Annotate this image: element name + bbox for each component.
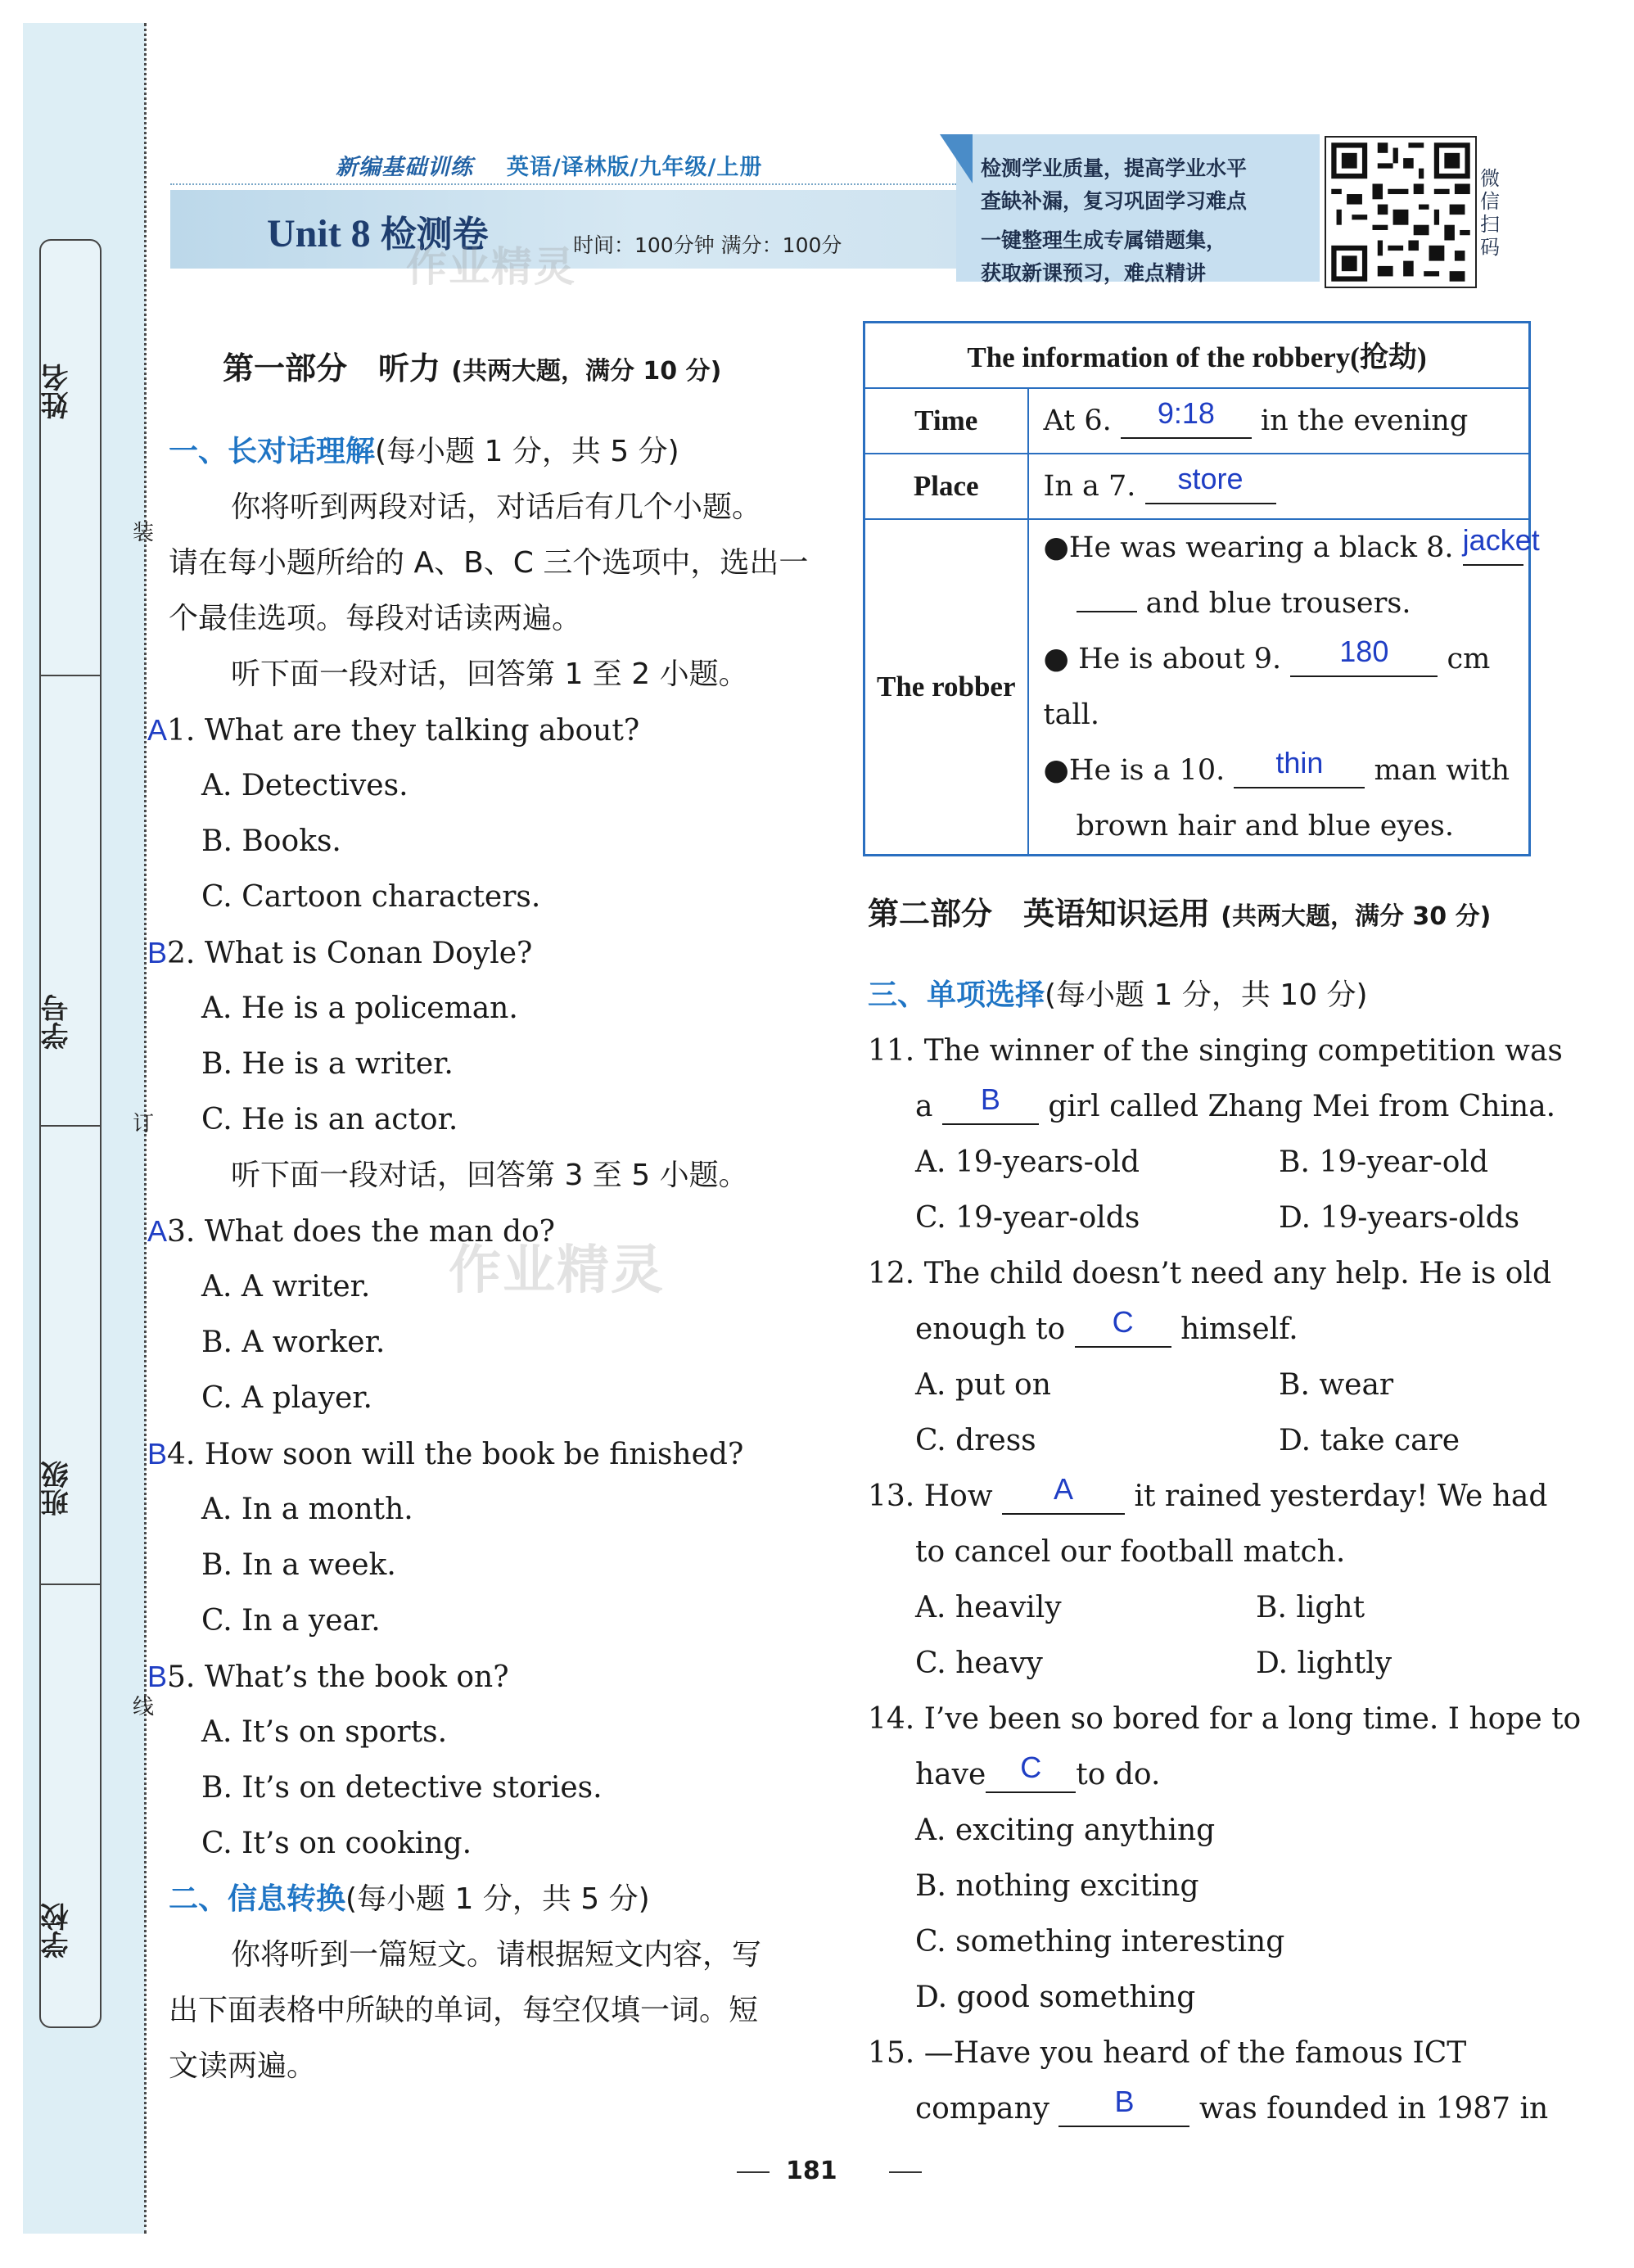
blank-6[interactable] <box>1121 395 1252 439</box>
option: C. heavy <box>915 1647 1043 1680</box>
option: C. A player. <box>201 1381 372 1415</box>
option: D. lightly <box>1256 1647 1393 1680</box>
answer-3: A <box>147 1214 168 1248</box>
answer-2: B <box>147 936 168 969</box>
question-13 <box>868 1472 1548 1515</box>
blank-10[interactable] <box>1234 745 1365 788</box>
unit-title-zh: 检测卷 <box>380 214 489 255</box>
question-text: What does the man do? <box>204 1215 555 1249</box>
option: C. Cartoon characters. <box>201 880 541 914</box>
qr-label-char: 扫 <box>1480 213 1500 236</box>
question-14-line2 <box>915 1751 1161 1793</box>
section2-heading <box>169 1882 650 1918</box>
robber-item-8 <box>1043 520 1540 576</box>
question-1 <box>147 712 639 749</box>
question-number: 5. <box>167 1660 196 1694</box>
promo-line-2: 查缺补漏，复习巩固学习难点 <box>981 189 1248 213</box>
section1-instruction: 个最佳选项。每段对话读两遍。 <box>169 602 582 635</box>
part2-note: (共两大题，满分 30 分) <box>1221 902 1492 931</box>
section2-instruction: 文读两遍。 <box>169 2049 317 2083</box>
answer-14: C <box>1020 1751 1042 1784</box>
robber-9-suffix2: tall. <box>1043 698 1099 731</box>
robber-10-prefix: He is a 10. <box>1068 753 1226 787</box>
cut-mark-zhuang: 装 <box>133 521 155 545</box>
robbery-info-table <box>863 321 1540 856</box>
watermark: 作业精灵 <box>449 1240 665 1301</box>
section1-note: (每小题 1 分，共 5 分) <box>375 435 679 468</box>
page-number: 181 <box>786 2157 837 2185</box>
question-number: 3. <box>167 1215 196 1249</box>
option: B. 19-year-old <box>1279 1145 1489 1179</box>
option: D. good something <box>915 1981 1196 2014</box>
answer-1: A <box>147 713 168 747</box>
section2-instruction: 出下面表格中所缺的单词，每空仅填一词。短 <box>169 1994 759 2027</box>
promo-line-4: 获取新课预习，难点精讲 <box>981 261 1207 285</box>
option: D. 19-years-olds <box>1279 1201 1520 1235</box>
section3-note: (每小题 1 分，共 10 分) <box>1045 978 1368 1012</box>
question-text: What’s the book on? <box>204 1660 509 1694</box>
robber-8-suffix: and blue trousers. <box>1145 586 1411 620</box>
option: A. It’s on sports. <box>201 1715 448 1749</box>
book-series-line <box>336 149 762 181</box>
info-divider <box>41 675 100 676</box>
question-14-post: to do. <box>1076 1758 1161 1791</box>
qr-label-char: 码 <box>1480 236 1500 259</box>
option: C. In a year. <box>201 1604 381 1638</box>
question-number: 1. <box>167 714 196 748</box>
question-text: What is Conan Doyle? <box>204 937 533 970</box>
answer-15: B <box>1114 2085 1135 2118</box>
option: B. nothing exciting <box>915 1869 1199 1903</box>
answer-5: B <box>147 1660 168 1693</box>
option: A. 19-years-old <box>915 1145 1140 1179</box>
option: B. In a week. <box>201 1548 396 1582</box>
option: A. exciting anything <box>915 1814 1216 1847</box>
place-prefix: In a 7. <box>1043 469 1136 503</box>
question-15-line2 <box>915 2085 1549 2127</box>
answer-7: store <box>1177 461 1244 495</box>
time-label: Time <box>864 388 1028 454</box>
question-11-line2 <box>915 1082 1556 1125</box>
info-divider <box>41 1584 100 1585</box>
robber-item-10 <box>1044 743 1529 798</box>
question-text: What are they talking about? <box>204 714 640 748</box>
part1-note: (共两大题，满分 10 分) <box>451 357 722 386</box>
time-score-info: 时间：100分钟 满分：100分 <box>573 233 842 257</box>
option: B. wear <box>1279 1368 1394 1402</box>
promo-line-1: 检测学业质量，提高学业水平 <box>981 156 1248 180</box>
option: C. dress <box>915 1424 1036 1457</box>
option: B. light <box>1256 1591 1365 1624</box>
unit-title-en: Unit 8 <box>267 212 371 255</box>
blank-12[interactable] <box>1075 1305 1171 1348</box>
robber-8-prefix: He was wearing a black 8. <box>1068 531 1454 564</box>
answer-6: 9:18 <box>1157 395 1215 430</box>
robber-9-suffix: cm <box>1447 642 1491 675</box>
option: A. Detectives. <box>201 769 408 802</box>
option: A. A writer. <box>201 1270 371 1303</box>
info-divider <box>41 1125 100 1127</box>
option: C. He is an actor. <box>201 1103 458 1136</box>
watermark: 作业精灵 <box>406 243 576 291</box>
option: A. put on <box>915 1368 1051 1402</box>
option: A. In a month. <box>201 1493 413 1526</box>
part1-heading <box>223 350 721 390</box>
blank-13[interactable] <box>1002 1472 1125 1515</box>
section2-note: (每小题 1 分，共 5 分) <box>345 1882 650 1916</box>
promo-line-3: 一键整理生成专属错题集， <box>981 228 1227 252</box>
answer-8: jacket <box>1462 522 1540 557</box>
part1-title: 第一部分 听力 <box>223 350 441 386</box>
question-14-pre: have <box>915 1758 986 1791</box>
section2-instruction: 你将听到一篇短文。请根据短文内容，写 <box>231 1938 762 1972</box>
book-info: 英语/译林版/九年级/上册 <box>506 155 763 180</box>
time-cell <box>1028 388 1530 454</box>
option: C. something interesting <box>915 1925 1285 1959</box>
blank-11[interactable] <box>942 1082 1039 1125</box>
page-number-dash <box>889 2171 922 2173</box>
robber-cell <box>1028 519 1540 856</box>
question-13-line2: to cancel our football match. <box>915 1535 1346 1569</box>
part2-heading <box>868 896 1491 935</box>
answer-13: A <box>1054 1472 1074 1506</box>
qr-code-icon[interactable] <box>1325 136 1477 288</box>
option: B. A worker. <box>201 1326 386 1359</box>
section1-heading <box>169 434 679 470</box>
robber-item-8-cont <box>1044 576 1529 631</box>
option: B. It’s on detective stories. <box>201 1771 603 1805</box>
robber-label: The robber <box>864 519 1028 856</box>
bullet-icon: ● <box>1043 752 1069 787</box>
question-15-pre: company <box>915 2092 1050 2126</box>
student-id-field-label: 学号 <box>41 994 74 1050</box>
question-11-pre: a <box>915 1090 933 1123</box>
question-15: 15. —Have you heard of the famous ICT <box>868 2036 1467 2070</box>
qr-scan-label <box>1480 167 1505 259</box>
place-label: Place <box>864 454 1028 519</box>
robber-10-suffix: man with <box>1374 753 1510 787</box>
section1-instruction: 请在每小题所给的 A、B、C 三个选项中，选出一 <box>169 546 809 580</box>
question-13-pre: 13. How <box>868 1480 993 1513</box>
answer-9: 180 <box>1339 634 1389 668</box>
answer-4: B <box>147 1437 168 1471</box>
question-12-post: himself. <box>1180 1312 1298 1346</box>
header-rule <box>170 183 956 185</box>
robber-item-9 <box>1044 631 1529 687</box>
blank-9[interactable] <box>1290 634 1438 677</box>
section3-heading <box>868 978 1368 1014</box>
page-number-dash <box>737 2171 770 2173</box>
bullet-icon: ● <box>1043 530 1069 564</box>
option: C. It’s on cooking. <box>201 1827 472 1860</box>
place-cell <box>1028 454 1530 519</box>
question-text: How soon will the book be finished? <box>204 1438 744 1471</box>
question-12-line2 <box>915 1305 1298 1348</box>
question-14: 14. I’ve been so bored for a long time. I hope to <box>868 1702 1582 1736</box>
time-prefix: At 6. <box>1043 404 1112 437</box>
answer-11: B <box>980 1082 1000 1116</box>
series-name: 新编基础训练 <box>336 155 473 180</box>
dialog1-instruction: 听下面一段对话，回答第 1 至 2 小题。 <box>231 657 748 691</box>
bullet-icon: ● <box>1043 641 1069 675</box>
blank-14[interactable] <box>986 1751 1076 1793</box>
question-number: 4. <box>167 1438 196 1471</box>
question-5 <box>147 1659 509 1696</box>
question-12-pre: enough to <box>915 1312 1066 1346</box>
question-13-post: it rained yesterday! We had <box>1134 1480 1548 1513</box>
section1-title: 一、长对话理解 <box>169 435 376 468</box>
option: B. He is a writer. <box>201 1047 454 1081</box>
option: D. take care <box>1279 1424 1460 1457</box>
question-4 <box>147 1436 743 1473</box>
robber-9-prefix: He is about 9. <box>1078 642 1282 675</box>
question-2 <box>147 935 532 972</box>
blank-8-cont <box>1077 611 1137 612</box>
section2-title: 二、信息转换 <box>169 1882 346 1916</box>
answer-12: C <box>1112 1305 1134 1339</box>
question-11: 11. The winner of the singing competition was <box>868 1034 1563 1068</box>
answer-10: thin <box>1275 745 1324 779</box>
cut-mark-xian: 线 <box>133 1695 155 1719</box>
promo-accent <box>940 134 973 183</box>
blank-8[interactable] <box>1462 522 1540 566</box>
robber-10-suffix2: brown hair and blue eyes. <box>1076 809 1454 843</box>
option: B. Books. <box>201 825 341 858</box>
qr-label-char: 微 <box>1480 167 1500 190</box>
section1-instruction: 你将听到两段对话，对话后有几个小题。 <box>231 490 762 524</box>
question-11-post: girl called Zhang Mei from China. <box>1048 1090 1556 1123</box>
school-field-label: 学校 <box>41 1903 74 1959</box>
option: A. He is a policeman. <box>201 992 518 1025</box>
question-3 <box>147 1213 555 1250</box>
cut-mark-ding: 订 <box>133 1112 155 1136</box>
question-12: 12. The child doesn’t need any help. He is old <box>868 1257 1551 1290</box>
section3-title: 三、单项选择 <box>868 978 1045 1012</box>
blank-7[interactable] <box>1145 461 1276 504</box>
dialog2-instruction: 听下面一段对话，回答第 3 至 5 小题。 <box>231 1159 748 1192</box>
table-header: The information of the robbery(抢劫) <box>864 323 1530 388</box>
question-number: 2. <box>167 937 196 970</box>
name-field-label: 姓名 <box>41 364 74 419</box>
blank-15[interactable] <box>1058 2085 1189 2127</box>
question-15-post: was founded in 1987 in <box>1198 2092 1549 2126</box>
option: A. heavily <box>915 1591 1062 1624</box>
class-field-label: 班级 <box>41 1461 74 1516</box>
qr-label-char: 信 <box>1480 190 1500 213</box>
option: C. 19-year-olds <box>915 1201 1140 1235</box>
part2-title: 第二部分 英语知识运用 <box>868 896 1211 932</box>
student-info-frame <box>39 239 102 2028</box>
time-suffix: in the evening <box>1261 404 1469 437</box>
